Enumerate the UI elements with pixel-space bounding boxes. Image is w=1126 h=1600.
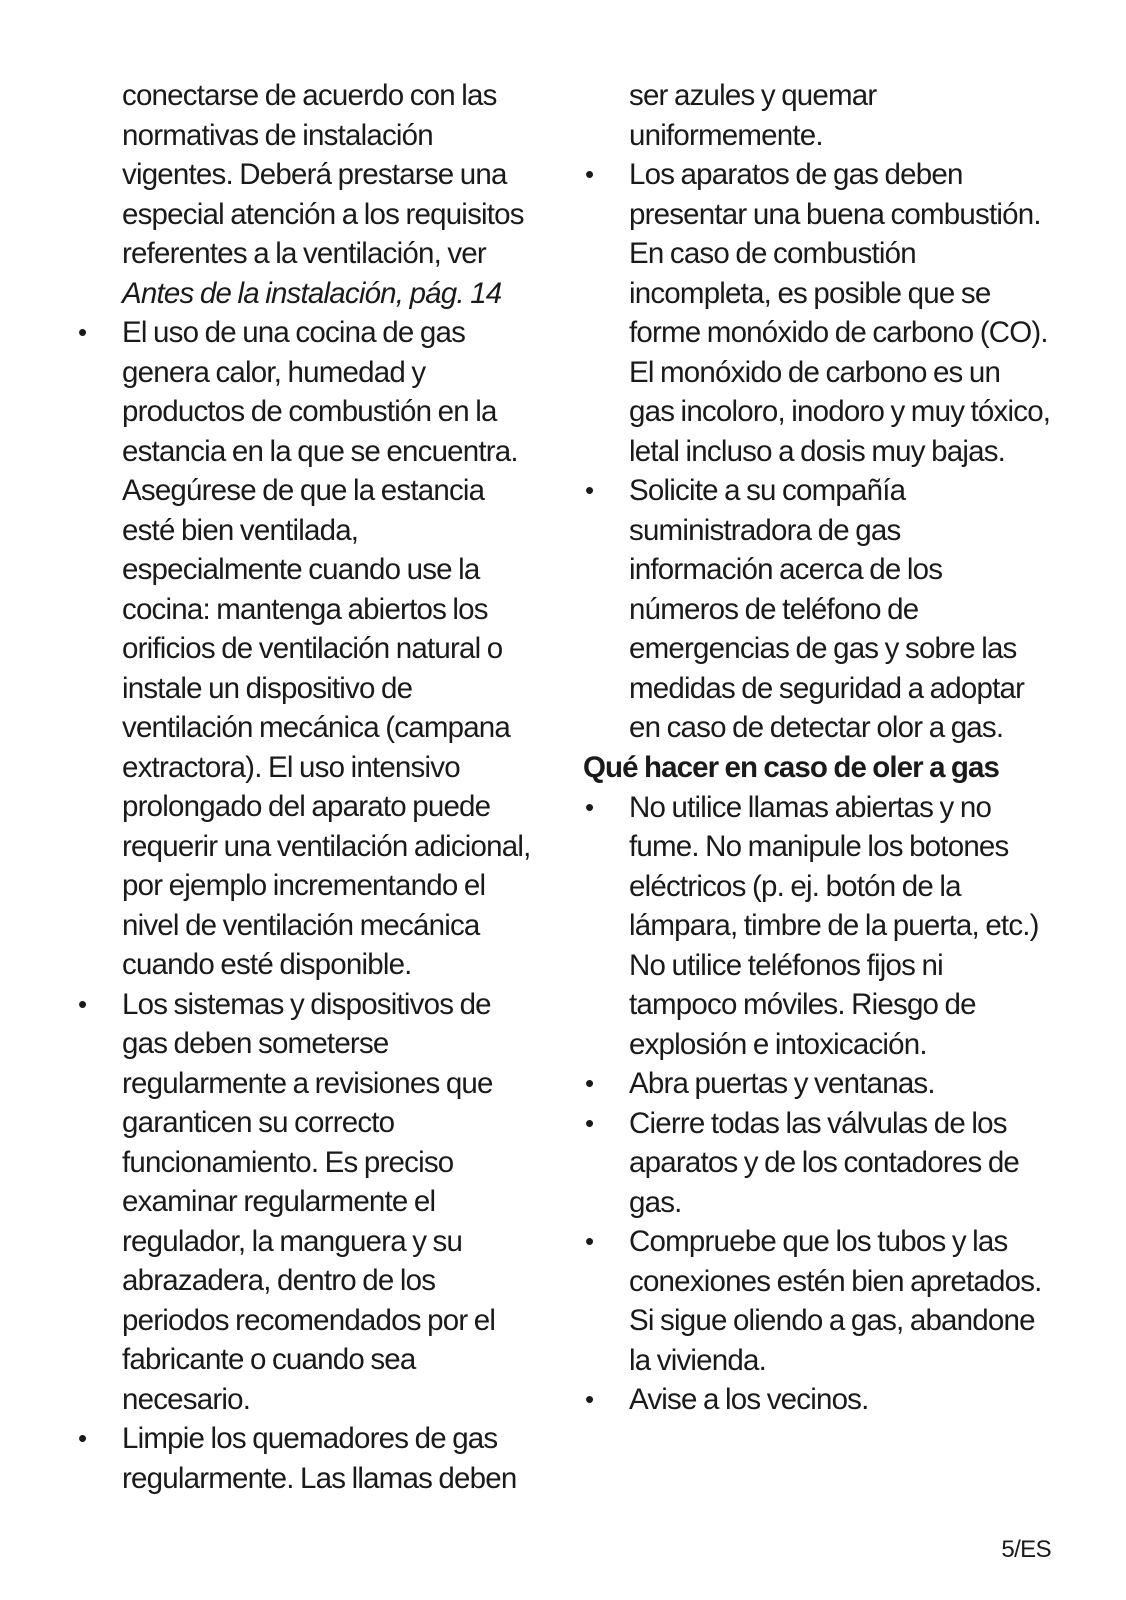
bullet-icon: • [585,1226,594,1256]
intro-paragraph [76,76,546,313]
bullet-text-line: gas deben someterse [122,1027,389,1060]
bullet-item [583,1104,1070,1223]
bullet-text-line: No utilice teléfonos fijos ni [629,948,943,982]
bullet-item [76,313,546,985]
right-bullet-list-bottom [583,788,1070,1420]
bullet-text-line: presentar una buena combustión. [629,197,1041,231]
bullet-text-line: El monóxido de carbono es un [629,355,1001,389]
bullet-icon: • [585,1068,594,1098]
bullet-text-line: Abra puertas y ventanas. [629,1067,935,1100]
bullet-text-line: estancia en la que se encuentra. [122,434,518,468]
continuation-line: uniformemente. [629,118,823,152]
bullet-text-line: letal incluso a dosis muy bajas. [629,434,1006,468]
bullet-icon: • [585,1107,594,1138]
bullet-text-line: Cierre todas las válvulas de los [629,1106,1007,1140]
bullet-text-line: en caso de detectar olor a gas. [629,711,1004,744]
bullet-icon: • [585,1384,594,1414]
bullet-icon: • [585,791,594,822]
bullet-icon: • [78,1423,87,1453]
bullet-item [583,1064,1070,1104]
page-number: 5/ES [1001,1536,1051,1563]
bullet-text-line: Si sigue oliendo a gas, abandone [629,1304,1035,1337]
right-bullet-list-top [583,155,1070,748]
cross-reference: Antes de la instalación, pág. 14 [122,276,502,310]
bullet-text-line: Avise a los vecinos. [629,1383,869,1416]
bullet-text-line: forme monóxido de carbono (CO). [629,316,1048,349]
bullet-text-line: No utilice llamas abiertas y no [629,790,992,824]
bullet-text-line: eléctricos (p. ej. botón de la [629,869,961,903]
bullet-text-line: regularmente. Las llamas deben [122,1461,517,1495]
bullet-text-line: Asegúrese de que la estancia [122,474,485,507]
section-heading: Qué hacer en caso de oler a gas [583,750,999,784]
bullet-text-line: regulador, la manguera y su [122,1224,463,1258]
bullet-text-line: orificios de ventilación natural o [122,632,503,665]
bullet-text-line: periodos recomendados por el [122,1303,496,1337]
bullet-text-line: En caso de combustión [629,237,916,270]
continuation-line: ser azules y quemar [629,79,877,112]
bullet-icon: • [585,159,594,189]
intro-line: referentes a la ventilación, ver [122,237,486,270]
continuation-paragraph [583,76,1070,155]
right-column [583,76,1070,1420]
bullet-text-line: medidas de seguridad a adoptar [629,671,1025,705]
bullet-item [583,155,1070,471]
bullet-text-line: suministradora de gas [629,513,901,547]
bullet-text-line: la vivienda. [629,1343,766,1377]
bullet-text-line: Los sistemas y dispositivos de [122,987,491,1021]
bullet-text-line: emergencias de gas y sobre las [629,632,1017,665]
bullet-item [583,1222,1070,1380]
bullet-item [583,788,1070,1065]
intro-line: conectarse de acuerdo con las [122,79,497,112]
bullet-text-line: cocina: mantenga abiertos los [122,592,488,626]
bullet-text-line: nivel de ventilación mecánica [122,908,480,942]
bullet-text-line: especialmente cuando use la [122,553,480,586]
bullet-text-line: lámpara, timbre de la puerta, etc.) [629,909,1039,942]
bullet-text-line: aparatos y de los contadores de [629,1146,1020,1179]
bullet-text-line: explosión e intoxicación. [629,1027,927,1061]
bullet-text-line: examinar regularmente el [122,1185,436,1218]
bullet-text-line: gas incoloro, inodoro y muy tóxico, [629,395,1051,428]
bullet-text-line: Solicite a su compañía [629,474,906,507]
bullet-text-line: Los aparatos de gas deben [629,158,963,191]
left-bullet-list [76,313,546,1498]
bullet-icon: • [78,988,87,1019]
bullet-text-line: fume. No manipule los botones [629,830,1009,863]
bullet-text-line: incompleta, es posible que se [629,276,991,310]
bullet-text-line: información acerca de los [629,553,943,586]
intro-line: vigentes. Deberá prestarse una [122,158,507,191]
bullet-icon: • [78,317,87,347]
bullet-text-line: requerir una ventilación adicional, [122,829,531,863]
bullet-text-line: funcionamiento. Es preciso [122,1145,454,1179]
bullet-text-line: regularmente a revisiones que [122,1066,493,1100]
bullet-text-line: instale un dispositivo de [122,671,413,705]
bullet-icon: • [585,475,594,505]
bullet-text-line: tampoco móviles. Riesgo de [629,988,976,1021]
bullet-text-line: extractora). El uso intensivo [122,750,460,784]
bullet-item [76,1419,546,1498]
bullet-text-line: necesario. [122,1382,251,1416]
bullet-text-line: por ejemplo incrementando el [122,869,486,902]
bullet-text-line: ventilación mecánica (campana [122,711,511,744]
bullet-text-line: Compruebe que los tubos y las [629,1225,1008,1258]
bullet-text-line: fabricante o cuando sea [122,1343,416,1376]
bullet-text-line: El uso de una cocina de gas [122,316,466,349]
bullet-text-line: cuando esté disponible. [122,948,412,981]
bullet-item [583,471,1070,748]
bullet-text-line: abrazadera, dentro de los [122,1264,436,1297]
bullet-item [583,1380,1070,1420]
bullet-text-line: prolongado del aparato puede [122,790,491,823]
bullet-text-line: productos de combustión en la [122,395,497,428]
bullet-text-line: genera calor, humedad y [122,355,426,389]
bullet-text-line: números de teléfono de [629,592,919,626]
bullet-item [76,985,546,1420]
intro-line: normativas de instalación [122,118,433,152]
bullet-text-line: conexiones estén bien apretados. [629,1264,1042,1298]
bullet-text-line: garanticen su correcto [122,1106,395,1139]
bullet-text-line: esté bien ventilada, [122,513,359,547]
intro-line: especial atención a los requisitos [122,197,524,231]
left-column [76,76,546,1498]
bullet-text-line: Limpie los quemadores de gas [122,1422,498,1455]
bullet-text-line: gas. [629,1185,682,1219]
